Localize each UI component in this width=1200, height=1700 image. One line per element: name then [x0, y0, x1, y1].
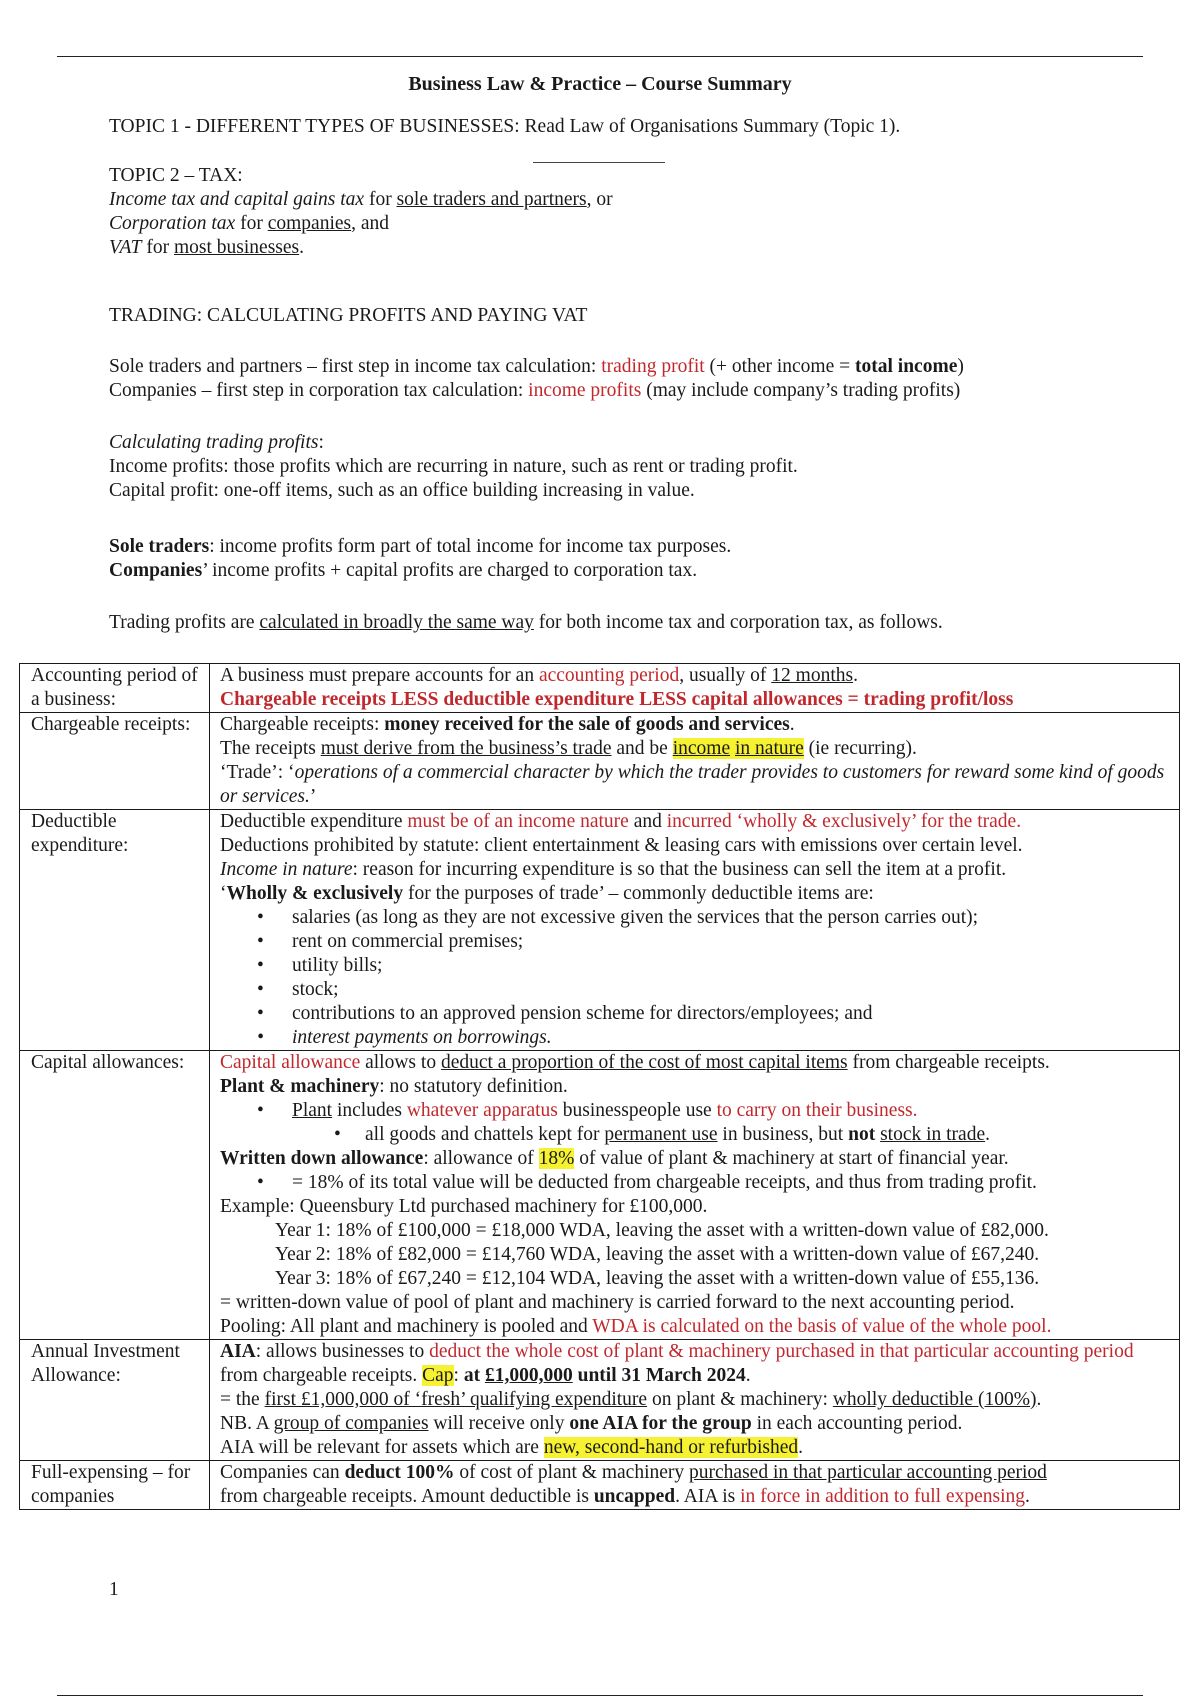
topic-2-heading: TOPIC 2 – TAX:: [109, 165, 243, 186]
row-content: Chargeable receipts: money received for the sale of goods and services. The receipts must derive from the business’s trade and be income in nature (ie recurring). ‘Trade’: ‘operations of a commercial character by which the trader provides to customers for reward some kind of goods or services.’: [210, 713, 1180, 810]
row-label: Chargeable receipts:: [20, 713, 210, 810]
trading-profits-intro: Trading profits are calculated in broadly the same way for both income tax and corporation tax, as follows.: [109, 612, 943, 633]
row-label: Full-expensing – for companies: [20, 1461, 210, 1510]
table-row-capital-allowances: [20, 1051, 1180, 1340]
row-content: A business must prepare accounts for an accounting period, usually of 12 months. Chargeable receipts LESS deductible expenditure LESS capital allowances = trading profit/loss: [210, 664, 1180, 713]
sole-traders-first-step: Sole traders and partners – first step in income tax calculation: trading profit (+ other income = total income): [109, 356, 964, 377]
row-content: Capital allowance allows to deduct a proportion of the cost of most capital items from chargeable receipts. Plant & machinery: no statutory definition. • Plant includes whatever apparatus businesspeople use to carry on their business. • all goods and chattels kept for permanent use in business, but not stock in trade. Written down allowance: allowance of 18% of value of plant & machinery at start of financial year. • = 18% of its total value will be deducted from chargeable receipts, and thus from trading profit. Example: Queensbury Ltd purchased machinery for £100,000. Year 1: 18% of £100,000 = £18,000 WDA, leaving the asset with a written-down value of £82,000. Year 2: 18% of £82,000 = £14,760 WDA, leaving the asset with a written-down value of £67,240. Year 3: 18% of £67,240 = £12,104 WDA, leaving the asset with a written-down value of £55,136. = written-down value of pool of plant and machinery is carried forward to the next accounting period. Pooling: All plant and machinery is pooled and WDA is calculated on the basis of value of the whole pool.: [210, 1051, 1180, 1340]
plant-list: [220, 1099, 1169, 1123]
wda-list: [220, 1171, 1169, 1195]
example-year-1: Year 1: 18% of £100,000 = £18,000 WDA, leaving the asset with a written-down value of £82,000.: [275, 1220, 1049, 1241]
bottom-rule: [57, 1695, 1143, 1696]
list-item: • salaries (as long as they are not excessive given the services that the person carries out);: [220, 906, 1169, 930]
table-row-annual-investment-allowance: [20, 1340, 1180, 1461]
calculating-heading: Calculating trading profits:: [109, 432, 324, 453]
income-profits-definition: Income profits: those profits which are recurring in nature, such as rent or trading profit.: [109, 456, 798, 477]
table-row-deductible-expenditure: [20, 810, 1180, 1051]
top-rule: [57, 56, 1143, 57]
row-content: Deductible expenditure must be of an income nature and incurred ‘wholly & exclusively’ for the trade. Deductions prohibited by statute: client entertainment & leasing cars with emissions over certain level. Income in nature: reason for incurring expenditure is so that the business can sell the item at a profit. ‘Wholly & exclusively for the purposes of trade’ – commonly deductible items are: • salaries (as long as they are not excessive given the services that the person carries out); • rent on commercial premises; • utility bills; • stock; • contributions to an approved pension scheme for directors/employees; and • interest payments on borrowings.: [210, 810, 1180, 1051]
page-number: 1: [109, 1579, 119, 1600]
topic-2-vat-line: VAT for most businesses.: [109, 237, 305, 258]
list-item: • interest payments on borrowings.: [220, 1026, 1169, 1050]
table-row-full-expensing: [20, 1461, 1180, 1510]
example-year-2: Year 2: 18% of £82,000 = £14,760 WDA, leaving the asset with a written-down value of £67,240.: [275, 1244, 1040, 1265]
list-item: • utility bills;: [220, 954, 1169, 978]
topic-1-line: TOPIC 1 - DIFFERENT TYPES OF BUSINESSES: Read Law of Organisations Summary (Topic 1).: [109, 116, 901, 137]
trading-heading: TRADING: CALCULATING PROFITS AND PAYING VAT: [109, 305, 588, 326]
row-label: Annual Investment Allowance:: [20, 1340, 210, 1461]
list-item: • rent on commercial premises;: [220, 930, 1169, 954]
row-label: Capital allowances:: [20, 1051, 210, 1340]
list-item: • Plant includes whatever apparatus businesspeople use to carry on their business.: [220, 1099, 1169, 1123]
row-content: AIA: allows businesses to deduct the whole cost of plant & machinery purchased in that particular accounting period from chargeable receipts. Cap: at £1,000,000 until 31 March 2024. = the first £1,000,000 of ‘fresh’ qualifying expenditure on plant & machinery: wholly deductible (100%). NB. A group of companies will receive only one AIA for the group in each accounting period. AIA will be relevant for assets which are new, second-hand or refurbished.: [210, 1340, 1180, 1461]
companies-first-step: Companies – first step in corporation tax calculation: income profits (may include company’s trading profits): [109, 380, 961, 401]
capital-profit-definition: Capital profit: one-off items, such as an office building increasing in value.: [109, 480, 695, 501]
trading-profit-formula: Chargeable receipts LESS deductible expenditure LESS capital allowances = trading profit/loss: [220, 689, 1014, 710]
row-content: Companies can deduct 100% of cost of plant & machinery purchased in that particular accounting period from chargeable receipts. Amount deductible is uncapped. AIA is in force in addition to full expensing.: [210, 1461, 1180, 1510]
topic-2-block: [109, 164, 1169, 260]
row-label: Accounting period of a business:: [20, 664, 210, 713]
deductible-items-list: [220, 906, 1169, 1050]
list-item: • all goods and chattels kept for permanent use in business, but not stock in trade.: [220, 1123, 1169, 1147]
example-year-3: Year 3: 18% of £67,240 = £12,104 WDA, leaving the asset with a written-down value of £55,136.: [275, 1268, 1040, 1289]
first-step-block: [109, 355, 1169, 403]
document-title: Business Law & Practice – Course Summary: [408, 73, 792, 95]
plant-sublist: [220, 1123, 1169, 1147]
section-divider: [533, 162, 665, 163]
calculating-block: [109, 431, 1169, 503]
table-row-accounting-period: [20, 664, 1180, 713]
topic-2-corporation-tax-line: Corporation tax for companies, and: [109, 213, 390, 234]
example-line: Example: Queensbury Ltd purchased machinery for £100,000.: [220, 1196, 708, 1217]
charging-block: [109, 535, 1169, 583]
sole-traders-line: Sole traders: income profits form part of total income for income tax purposes.: [109, 536, 732, 557]
row-label: Deductible expenditure:: [20, 810, 210, 1051]
list-item: • stock;: [220, 978, 1169, 1002]
table-row-chargeable-receipts: [20, 713, 1180, 810]
list-item: • contributions to an approved pension scheme for directors/employees; and: [220, 1002, 1169, 1026]
topic-2-income-tax-line: Income tax and capital gains tax for sole traders and partners, or: [109, 189, 613, 210]
companies-line: Companies’ income profits + capital profits are charged to corporation tax.: [109, 560, 698, 581]
trading-profits-table: [19, 663, 1180, 1510]
list-item: • = 18% of its total value will be deducted from chargeable receipts, and thus from trading profit.: [220, 1171, 1169, 1195]
